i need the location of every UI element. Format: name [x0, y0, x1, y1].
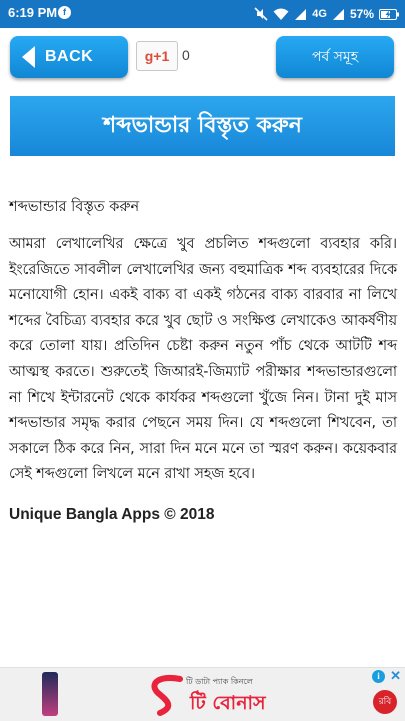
google-plus-one-button[interactable]: g+1 [136, 41, 178, 71]
ad-brand-logo: রবি [373, 690, 397, 714]
notification-app-icon: f [58, 6, 71, 19]
status-icons [254, 4, 399, 24]
signal-icon-2 [332, 8, 345, 21]
back-button-label: BACK [45, 48, 94, 65]
battery-charging-icon [379, 9, 399, 20]
ad-close-icon[interactable]: ✕ [390, 668, 401, 683]
battery-percent: 57% [349, 7, 374, 21]
article-content [9, 196, 397, 524]
ad-phone-image [42, 672, 58, 716]
ad-banner[interactable] [0, 667, 405, 721]
article-subtitle: শব্দভান্ডার বিস্তৃত করুন [9, 199, 140, 215]
article-title-banner [10, 96, 395, 156]
article-body: আমরা লেখালেখির ক্ষেত্রে খুব প্রচলিত শব্দগুলো ব্যবহার করি। ইংরেজিতে সাবলীল লেখালেখির জন্য বহুমাত্রিক শব্দ ব্যবহারের দিকে মনোযোগী হোন। একই বাক্য বা একই গঠনের বাক্য বারবার না লিখে শব্দের বৈচিত্র্য ব্যবহার করে খুব ছোট ও সংক্ষিপ্ত লেখাকেও আকর্ষণীয় করে তোলা যায়। প্রতিদিন চেষ্টা করুন নতুন পাঁচ থেকে আটটি শব্দ আত্মস্থ করতে। শুরুতেই জিআরই-জিম্যাট পরীক্ষার শব্দভান্ডারগুলো না শিখে ইন্টারনেট থেকে কার্যকর শব্দগুলো খুঁজে নিন। টানা দুই মাস শব্দভান্ডার সমৃদ্ধ করার পেছনে সময় দিন। যে শব্দগুলো শিখবেন, তা সকালে ঠিক করে নিন, সারা দিন মনে মনে তা স্মরণ করুন। কয়েকবার সেই শব্দগুলো লিখলে মনে রাখা সহজ হবে। [9, 236, 397, 483]
ad-info-icon[interactable]: i [372, 670, 385, 683]
ad-offer-text: টি ডাটা প্যাক কিনলে [186, 677, 253, 686]
network-type: 4G [312, 8, 327, 20]
mute-icon [254, 7, 268, 21]
back-arrow-icon [22, 46, 35, 68]
app-credit: Unique Bangla Apps © 2018 [9, 505, 215, 523]
status-bar [0, 0, 405, 28]
google-plus-count: 0 [182, 47, 190, 63]
top-toolbar [0, 28, 405, 86]
back-button[interactable] [10, 36, 128, 78]
ad-bonus-text: টি বোনাস [190, 692, 266, 714]
wifi-icon [273, 8, 289, 21]
status-time: 6:19 PM [8, 5, 58, 20]
chapters-button[interactable]: পর্ব সমূহ [276, 36, 394, 78]
article-title: শব্দভান্ডার বিস্তৃত করুন [103, 112, 302, 138]
signal-icon [294, 8, 307, 21]
